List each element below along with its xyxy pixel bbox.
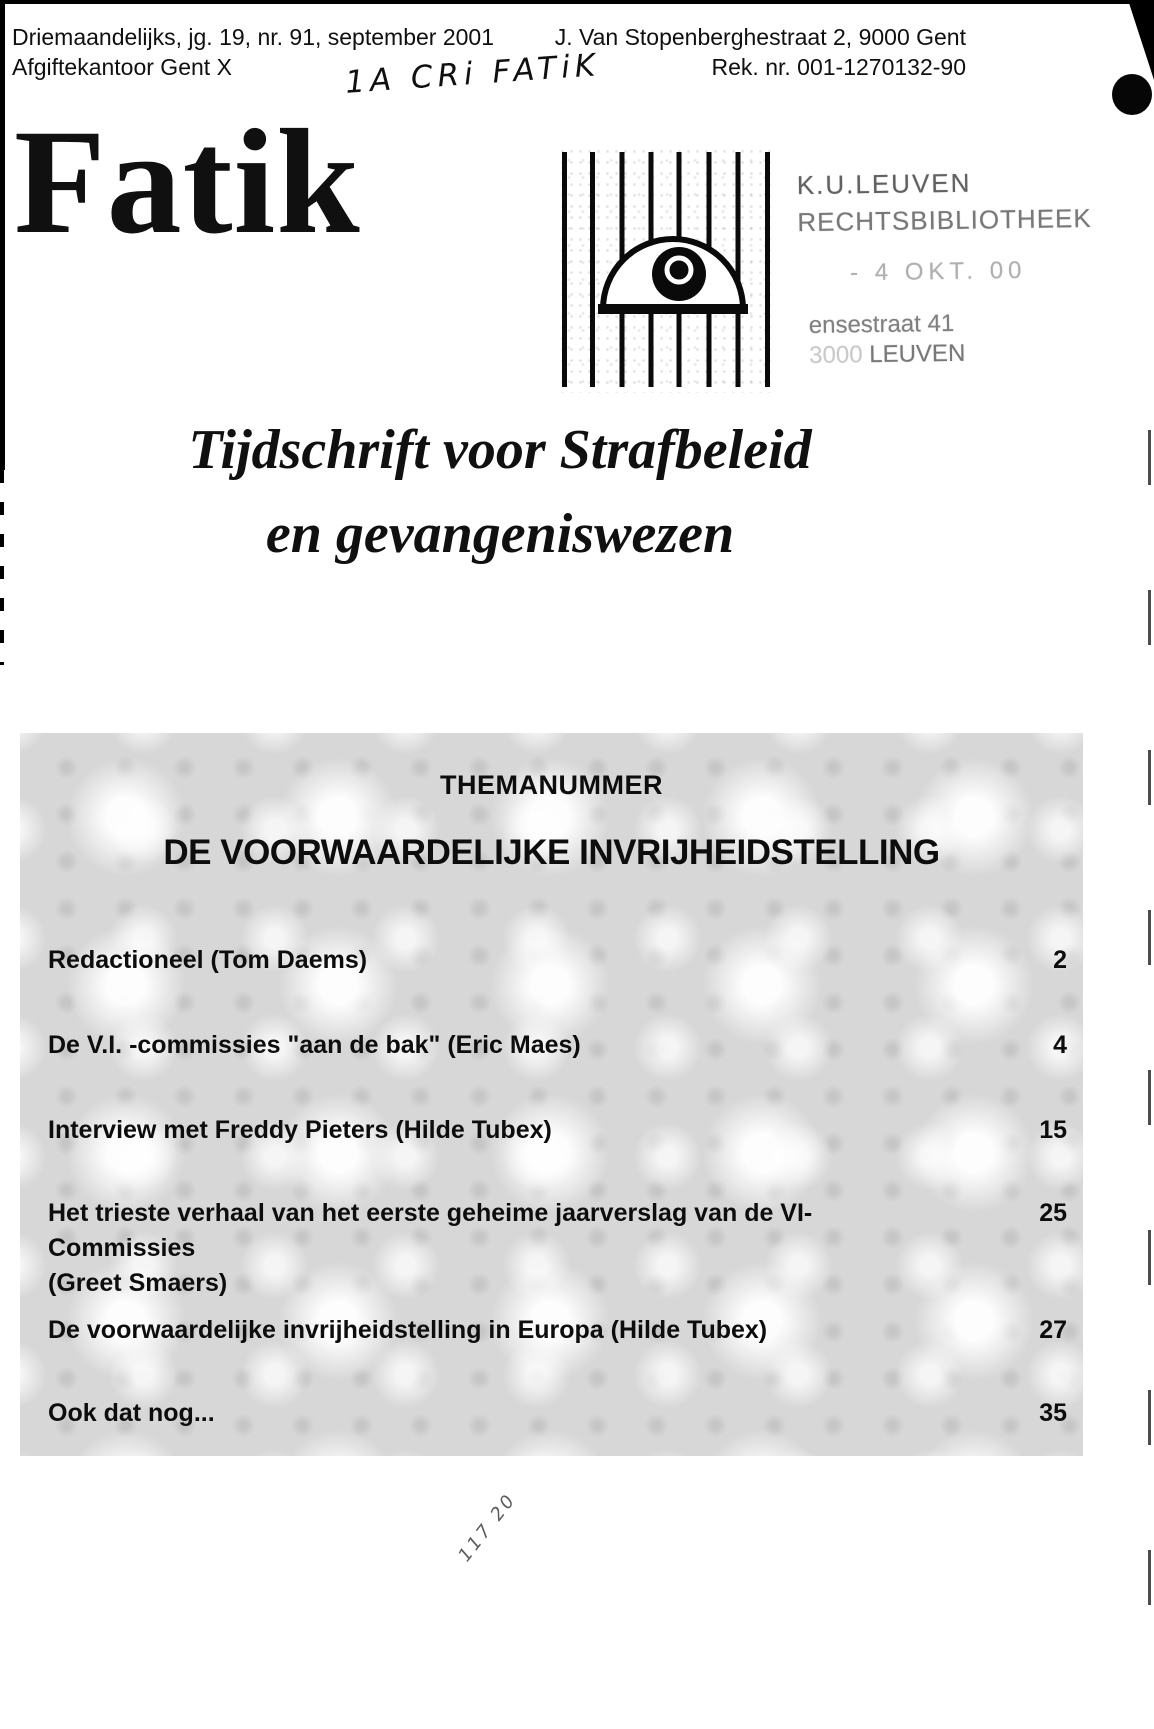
toc-entry-page: 35: [1039, 1399, 1067, 1427]
toc-entry-title-line1: Het trieste verhaal van het eerste geheime jaarverslag van de VI-Commissies: [48, 1199, 813, 1262]
toc-entry-title: Ook dat nog...: [48, 1399, 215, 1427]
toc-entry: [48, 943, 1067, 978]
toc-entry-page: 27: [1039, 1316, 1067, 1344]
toc-entry-page: 2: [1053, 946, 1067, 974]
toc-entry: [48, 1313, 1067, 1348]
publisher-address-line: J. Van Stopenberghestraat 2, 9000 Gent: [554, 24, 966, 50]
journal-title: Fatik: [14, 99, 361, 265]
scan-edge-left-line: [0, 0, 5, 470]
toc-entry-title-line2: (Greet Smaers): [48, 1269, 228, 1297]
prison-bars-eye-logo-svg: [558, 146, 773, 393]
toc-entry-page: 4: [1053, 1031, 1067, 1059]
toc-entry-title: [48, 1196, 948, 1301]
publisher-address-block: [555, 22, 966, 82]
toc-entry-title: Redactioneel (Tom Daems): [48, 946, 368, 974]
account-number-line: Rek. nr. 001-1270132-90: [711, 54, 966, 80]
stamp-street: ensestraat 41: [808, 309, 955, 339]
prison-bars-eye-logo: [558, 146, 773, 393]
stamp-institution: K.U.LEUVEN: [796, 167, 972, 201]
journal-subtitle-line1: Tijdschrift voor Strafbeleid: [188, 419, 812, 481]
scan-edge-top-line: [0, 0, 1154, 4]
hole-punch-mark: [1112, 74, 1152, 115]
issue-info-line2: Afgiftekantoor Gent X: [12, 54, 232, 80]
stamp-date: - 4 OKT. 00: [849, 256, 1027, 287]
stamp-city-name: LEUVEN: [869, 339, 966, 369]
stamp-postcode: 3000: [809, 341, 863, 369]
toc-entry-page: 25: [1039, 1199, 1067, 1227]
handwritten-classification-note: 1A CRi FATiK: [344, 47, 602, 101]
journal-subtitle-line2: en gevangeniswezen: [265, 503, 735, 565]
toc-entry-page: 15: [1039, 1116, 1067, 1144]
toc-entry-title: De V.I. -commissies "aan de bak" (Eric Maes): [48, 1031, 581, 1059]
toc-entry: [48, 1396, 1067, 1431]
toc-entry: [48, 1196, 1067, 1301]
scan-corner-fold-mark: [1128, 0, 1154, 80]
toc-entry-title: De voorwaardelijke invrijheidstelling in Europa (Hilde Tubex): [48, 1316, 768, 1344]
stamp-library-name: RECHTSBIBLIOTHEEK: [797, 202, 1092, 238]
toc-entry: [48, 1028, 1067, 1063]
handwritten-bottom-note: 117 20: [454, 1489, 521, 1566]
table-of-contents-panel: [20, 733, 1083, 1456]
toc-entry-title: Interview met Freddy Pieters (Hilde Tubex): [48, 1116, 552, 1144]
toc-kicker: THEMANUMMER: [440, 770, 663, 800]
journal-subtitle: [70, 408, 930, 576]
issue-info-line1: Driemaandelijks, jg. 19, nr. 91, september 2001: [12, 24, 494, 50]
library-stamp: [797, 166, 1100, 370]
scan-edge-left-line-broken: [0, 470, 4, 665]
scan-edge-right-line-broken: [1148, 430, 1151, 1690]
toc-theme-title: DE VOORWAARDELIJKE INVRIJHEIDSTELLING: [163, 833, 940, 872]
stamp-city: [799, 338, 1099, 370]
toc-entry: [48, 1113, 1067, 1148]
